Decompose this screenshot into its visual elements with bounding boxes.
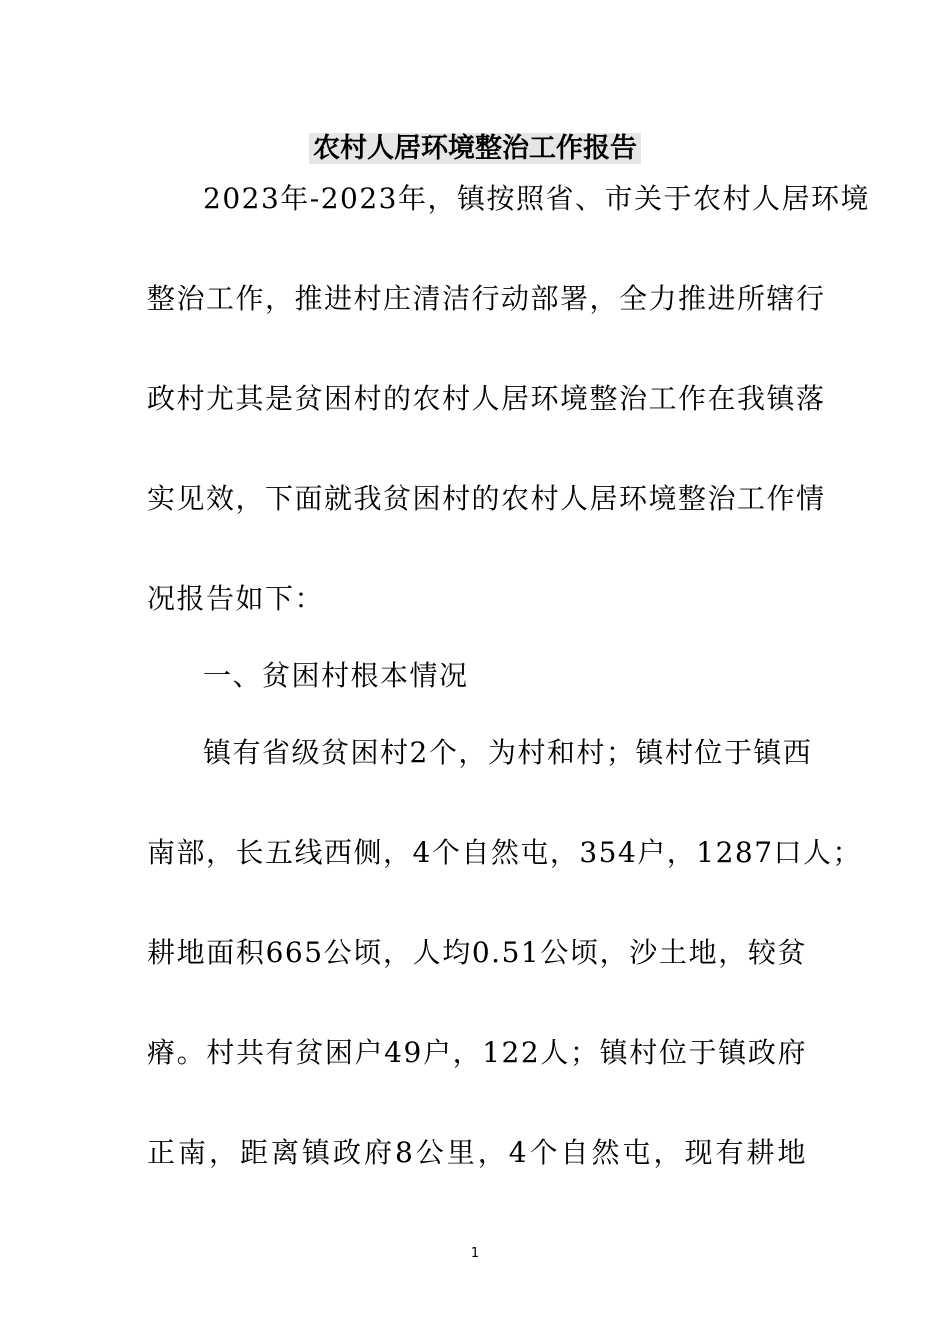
paragraph-line: 镇有省级贫困村2个，为村和村；镇村位于镇西: [203, 736, 813, 769]
document-title-text: 农村人居环境整治工作报告: [309, 133, 641, 164]
section-heading: 一、贫困村根本情况: [203, 659, 469, 692]
paragraph-line: 政村尤其是贫困村的农村人居环境整治工作在我镇落: [147, 382, 826, 415]
paragraph-line: 耕地面积665公顷，人均0.51公顷，沙土地，较贫: [147, 936, 807, 969]
paragraph-line: 南部，长五线西侧，4个自然屯，354户，1287口人；: [147, 836, 863, 869]
paragraph-line: 整治工作，推进村庄清洁行动部署，全力推进所辖行: [147, 282, 826, 315]
page-number: 1: [470, 1246, 480, 1261]
document-title: [0, 128, 950, 170]
paragraph-line: 实见效，下面就我贫困村的农村人居环境整治工作情: [147, 482, 826, 515]
paragraph-line: 正南，距离镇政府8公里，4个自然屯，现有耕地: [147, 1136, 807, 1169]
paragraph-line: 瘠。村共有贫困户49户，122人；镇村位于镇政府: [147, 1036, 807, 1069]
paragraph-line: 2023年-2023年，镇按照省、市关于农村人居环境: [203, 182, 870, 215]
paragraph-line: 况报告如下：: [147, 582, 325, 615]
